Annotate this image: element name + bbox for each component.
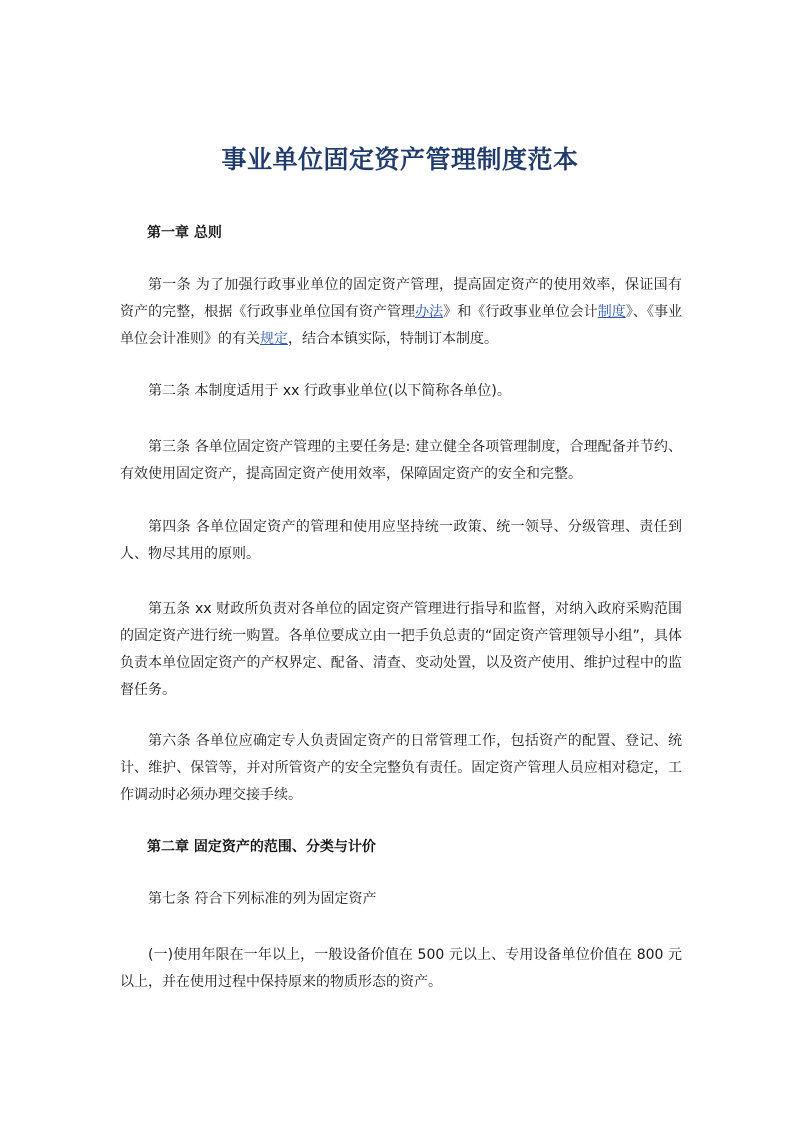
article-4: 第四条 各单位固定资产的管理和使用应坚持统一政策、统一领导、分级管理、责任到人、物尽其用的原则。 [120, 519, 682, 562]
article-6: 第六条 各单位应确定专人负责固定资产的日常管理工作，包括资产的配置、登记、统计、维护、保管等，并对所管资产的安全完整负有责任。固定资产管理人员应相对稳定，工作调动时必须办理交接手续。 [120, 733, 682, 803]
article-7-item-1: (一)使用年限在一年以上，一般设备价值在 500 元以上、专用设备单位价值在 800 元以上，并在使用过程中保持原来的物质形态的资产。 [120, 947, 682, 990]
article-1-text-d: ，结合本镇实际，特制订本制度。 [288, 331, 498, 347]
chapter-2-heading: 第二章 固定资产的范围、分类与计价 [147, 839, 376, 855]
chapter-1-heading: 第一章 总则 [147, 225, 222, 241]
article-3: 第三条 各单位固定资产管理的主要任务是: 建立健全各项管理制度，合理配备并节约、有效使用固定资产，提高固定资产使用效率，保障固定资产的安全和完整。 [120, 439, 682, 482]
article-2: 第二条 本制度适用于 xx 行政事业单位(以下简称各单位)。 [148, 383, 511, 399]
article-1-text-b: 》和《行政事业单位会计 [443, 304, 598, 320]
article-1-text-a: 第一条 为了加强行政事业单位的固定资产管理，提高固定资产的使用效率，保证国有资产的完整，根据《行政事业单位国有资产管理 [120, 277, 682, 320]
link-guiding[interactable]: 规定 [260, 331, 288, 347]
article-1 [120, 272, 682, 353]
link-zhidu[interactable]: 制度 [597, 304, 626, 320]
article-5: 第五条 xx 财政所负责对各单位的固定资产管理进行指导和监督，对纳入政府采购范围的固定资产进行统一购置。各单位要成立由一把手负总责的“固定资产管理领导小组”，具体负责本单位固定资产的产权界定、配备、清查、变动处置，以及资产使用、维护过程中的监督任务。 [120, 601, 682, 698]
link-banfa[interactable]: 办法 [415, 304, 444, 320]
document-title: 事业单位固定资产管理制度范本 [221, 145, 579, 174]
article-7: 第七条 符合下列标准的列为固定资产 [148, 891, 377, 907]
article-1-text-c: 》、《事业单位会计准则》的有关 [120, 304, 683, 347]
